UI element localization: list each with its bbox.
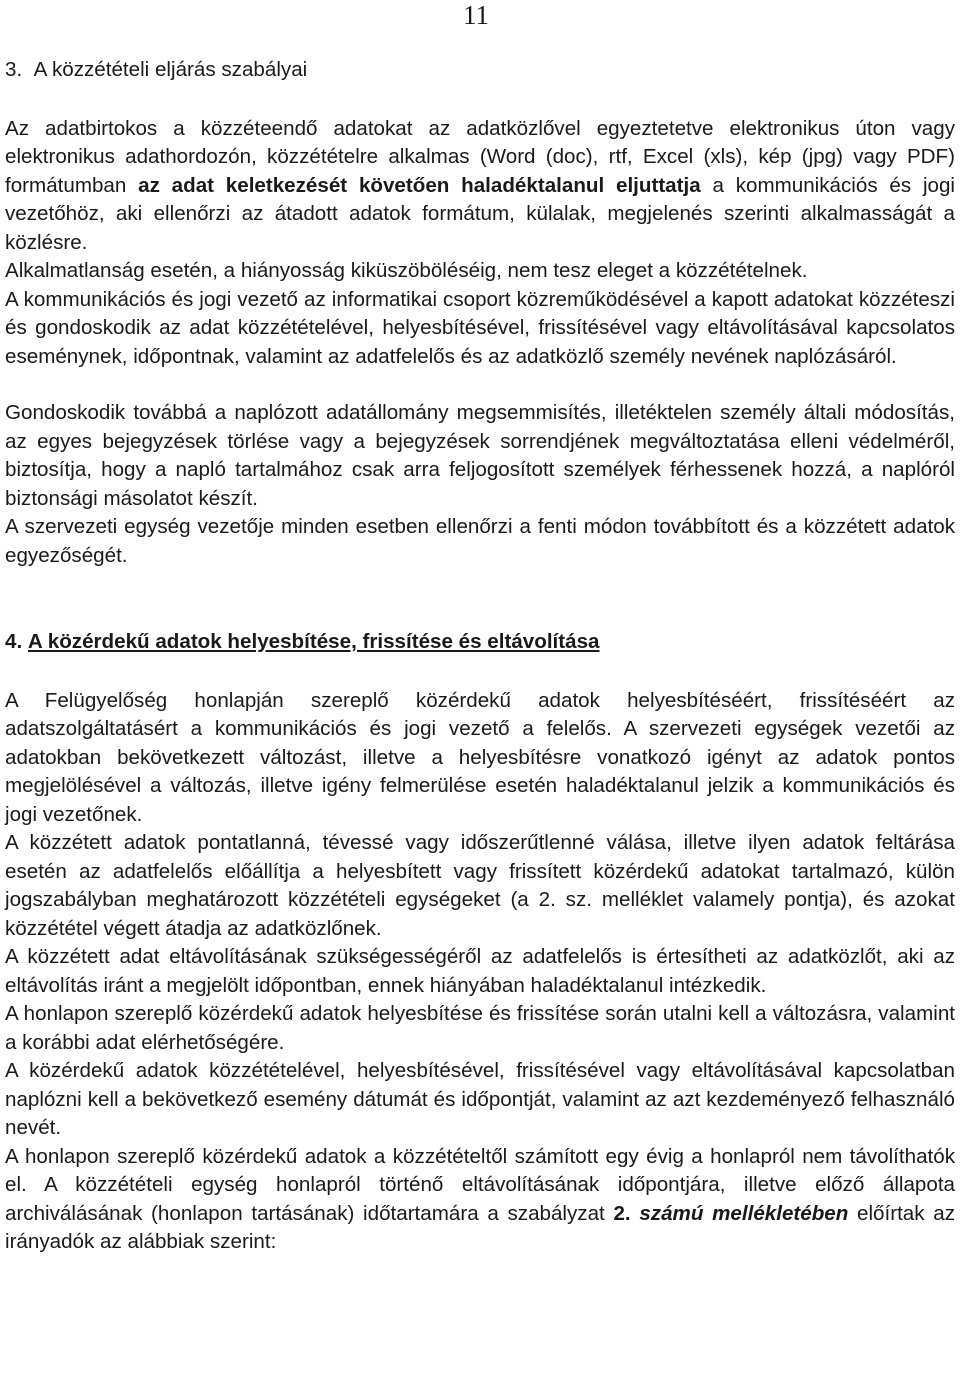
s3-p1-text-c: a kommunikációs és jogi vezetőhöz, aki ellenőrzi az átadott adatok formátum, külalak, megjelenés szerinti alkalmasságát a közlésre. — [5, 173, 955, 254]
s4-p6-bolditalic-annex: számú mellékletében — [639, 1201, 849, 1225]
page-number: 11 — [463, 0, 489, 30]
s3-p1-bold: az adat keletkezését követően haladéktalanul eljuttatja — [138, 173, 701, 197]
section-4-paragraph-4: A honlapon szereplő közérdekű adatok helyesbítése és frissítése során utalni kell a változásra, valamint a korábbi adat elérhetőségére. — [5, 1002, 955, 1054]
s4-p6-bold-number: 2. — [613, 1201, 631, 1225]
section-3-paragraph-5: A szervezeti egység vezetője minden esetben ellenőrzi a fenti módon továbbított és a közzétett adatok egyezőségét. — [5, 515, 955, 567]
section-3-paragraph-1 — [5, 115, 955, 258]
section-3-paragraph-4: Gondoskodik továbbá a naplózott adatállomány megsemmisítés, illetéktelen személy általi módosítás, az egyes bejegyzések törlése vagy a bejegyzések sorrendjének megváltoztatása elleni védelméről, biztosítja, hogy a napló tartalmához csak arra feljogosított személyek férhessenek hozzá, a naplóról biztonsági másolatot készít. — [5, 401, 955, 510]
section-4-paragraph-3: A közzétett adat eltávolításának szükségességéről az adatfelelős is értesítheti az adatközlőt, aki az eltávolítás iránt a megjelölt időpontban, ennek hiányában haladéktalanul intézkedik. — [5, 945, 955, 997]
section-3-title: A közzétételi eljárás szabályai — [33, 58, 308, 81]
document-body — [5, 56, 955, 1257]
section-4-number: 4. — [5, 630, 23, 653]
section-4-title: A közérdekű adatok helyesbítése, frissítése és eltávolítása — [27, 630, 600, 653]
section-3-paragraph-2: Alkalmatlanság esetén, a hiányosság kiküszöböléséig, nem tesz eleget a közzétételnek. — [5, 259, 808, 282]
section-4-paragraph-2: A közzétett adatok pontatlanná, tévessé vagy időszerűtlenné válása, illetve ilyen adatok feltárása esetén az adatfelelős előállítja a helyesbített vagy frissített közérdekű adatokat tartalmazó, külön jogszabályban meghatározott közzétételi egységeket (a 2. sz. melléklet valamely pontja), és azokat közzététel végett átadja az adatközlőnek. — [5, 831, 955, 940]
section-3-heading — [5, 56, 955, 85]
section-4-paragraph-6 — [5, 1143, 955, 1257]
section-3-paragraph-3: A kommunikációs és jogi vezető az informatikai csoport közreműködésével a kapott adatokat közzéteszi és gondoskodik az adat közzétételével, helyesbítésével, frissítésével vagy eltávolításával kapcsolatos eseménynek, időpontnak, valamint az adatfelelős és az adatközlő személy nevének naplózásáról. — [5, 287, 955, 368]
section-3-number: 3. — [5, 58, 23, 81]
s4-p6-text-a: A honlapon szereplő közérdekű adatok a közzétételtől számított egy évig a honlapról nem távolíthatók el. A közzétételi egység honlapról történő eltávolításának időpontjára, illetve előző állapota archiválásának (honlapon tartásának) időtartamára a szabályzat — [5, 1144, 955, 1225]
s3-p1-text-a: Az adatbirtokos a közzéteendő adatokat az adatközlővel egyeztetetve elektronikus úton vagy elektronikus adathordozón, közzétételre alkalmas (Word (doc), rtf, Excel (xls), kép (jpg) vagy PDF) formátumban — [5, 116, 955, 197]
section-4-paragraph-1: A Felügyelőség honlapján szereplő közérdekű adatok helyesbítéséért, frissítéséért az adatszolgáltatásért a kommunikációs és jogi vezető a felelős. A szervezeti egységek vezetői az adatokban bekövetkezett változást, illetve a helyesbítésre vonatkozó igényt az adatok pontos megjelölésével a változás, illetve igény felmerülése esetén haladéktalanul jelzik a kommunikációs és jogi vezetőnek. — [5, 688, 955, 826]
section-4-paragraph-5: A közérdekű adatok közzétételével, helyesbítésével, frissítésével vagy eltávolításával kapcsolatban naplózni kell a bekövetkező esemény dátumát és időpontját, valamint az azt kezdeményező felhasználó nevét. — [5, 1059, 955, 1139]
s4-p6-text-e: előírtak az irányadók az alábbiak szerint: — [5, 1201, 955, 1253]
section-4-heading — [5, 628, 955, 657]
